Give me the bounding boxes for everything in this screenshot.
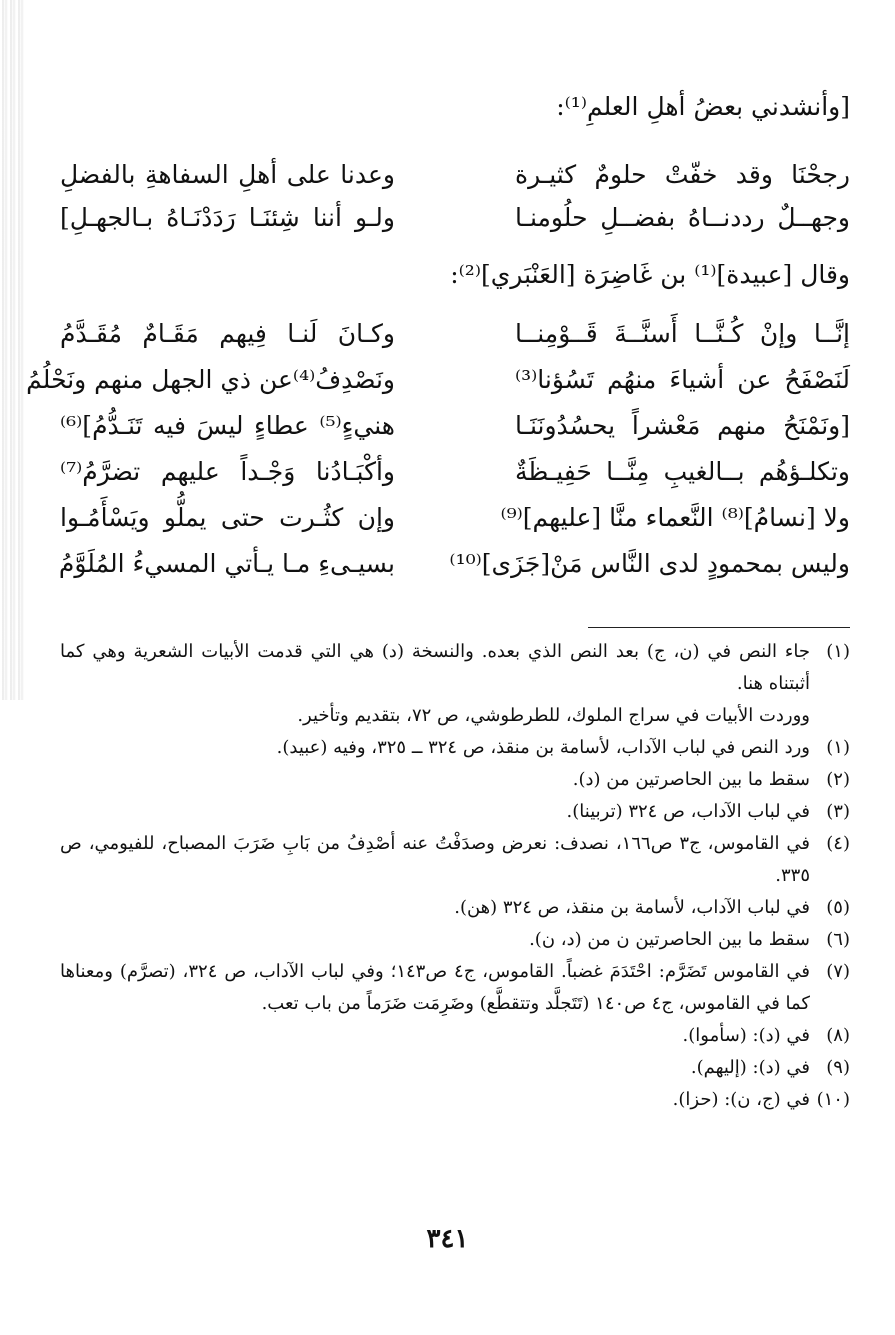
verse-second-hemistich: بسيـىءِ مـا يـأتي المسيءُ المُلَوَّمُ [58,549,395,578]
footnote [60,1084,850,1116]
binding-edge [0,0,26,700]
footnote-text: في لباب الآداب، لأسامة بن منقذ، ص ٣٢٤ (هن). [454,897,810,918]
footnote-text: جاء النص في (ن، ج) بعد النص الذي بعده. والنسخة (د) هي التي قدمت الأبيات الشعرية وهي كما أثبتناه هنا. [60,641,810,694]
book-page [26,0,850,1335]
verse-line [60,152,850,198]
footnote [60,924,850,956]
footnote-text: سقط ما بين الحاصرتين ن من (د، ن). [529,929,810,950]
verse-second-hemistich: هنيءٍ⁽⁵⁾ عطاءٍ ليسَ فيه تَنَـدُّمُ]⁽⁶⁾ [60,411,395,440]
verse-line [60,541,850,587]
footnote-number: (٤) [826,833,850,854]
footnote [60,1020,850,1052]
footnote-text: في (ج، ن): (حزا). [672,1089,810,1110]
footnote [60,732,850,764]
verse-first-hemistich: لَنَصْفَحُ عن أشياءَ منهُم تَسُؤنا⁽³⁾ [515,365,850,394]
footnote-text: في القاموس، ج٣ ص١٦٦، نصدف: نعرض وصدَفْتُ عنه أصْدِفُ من بَابِ ضَرَبَ المصباح، للفيومي، ص ٣٣٥. [60,833,811,886]
footnote-continuation: ووردت الأبيات في سراج الملوك، للطرطوشي، ص ٧٢، بتقديم وتأخير. [297,705,810,726]
footnote-number: (٣) [826,801,850,822]
verse-line [60,403,850,449]
verse-first-hemistich: وتكلـؤهُم بــالغيبِ مِنَّــا حَفِيـظَةٌ [515,457,850,486]
footnote [60,636,850,700]
verse-first-hemistich: ولا [نسامُ]⁽⁸⁾ النَّعماء منَّا [عليهم]⁽⁹⁾ [500,503,850,532]
footnote-number: (١) [826,737,850,758]
footnote-text: سقط ما بين الحاصرتين من (د). [572,769,810,790]
verse-first-hemistich: [ونَمْنَحُ منهم مَعْشراً يحسُدُونَنَـا [515,411,850,440]
footnote-number: (١٠) [816,1089,850,1110]
footnote-separator [588,627,850,628]
verse-second-hemistich: ونَصْدِفُ⁽⁴⁾عن ذي الجهل منهم ونَحْلُمُ [26,365,395,394]
footnote-number: (٩) [826,1057,850,1078]
footnote [60,1052,850,1084]
verse-line [60,195,850,241]
footnote-number: (١) [826,641,850,662]
intro-line-2: وقال [عبيدة]⁽¹⁾ بن غَاضِرَة [العَنْبَري]⁽²⁾: [450,260,850,289]
verse-first-hemistich: وليس بمحمودٍ لدى النَّاس مَنْ[جَزَى]⁽¹⁰⁾ [449,549,850,578]
verse-line [60,495,850,541]
footnote-text: في (د): (إليهم). [690,1057,810,1078]
footnote-text: ورد النص في لباب الآداب، لأسامة بن منقذ، ص ٣٢٤ ــ ٣٢٥، وفيه (عبيد). [276,737,810,758]
verse-line [60,449,850,495]
verse-first-hemistich: إنَّــا وإنْ كُـنَّــا أَسنَّــةَ قَــوْمِنــا [515,319,850,348]
verse-line [60,311,850,357]
footnote-number: (٥) [826,897,850,918]
verse-second-hemistich: وإن كثُـرت حتى يملُّو ويَسْأَمُـوا [60,503,395,532]
footnote-number: (٧) [826,961,850,982]
verse-second-hemistich: ولـو أننا شِئنَـا رَدَدْنَـاهُ بـالجهـلِ] [60,203,395,232]
footnote-text: في القاموس تَضَرَّم: احْتَدَمَ غضباً. القاموس، ج٤ ص١٤٣؛ وفي لباب الآداب، ص ٣٢٤، (تصرَّم) ومعناها كما في القاموس، ج٤ ص١٤٠ (تَتَجلَّد وتتقطَّع) وضَرِمَت ضَرَماً من باب تعب. [60,961,811,1014]
verse-second-hemistich: وكـانَ لَنـا فِيهم مَقَـامٌ مُقَـدَّمُ [60,319,395,348]
footnote [60,796,850,828]
footnote [60,828,850,892]
footnote-text: في (د): (سأموا). [682,1025,810,1046]
footnotes [60,636,850,1116]
footnote-number: (٨) [826,1025,850,1046]
verse-first-hemistich: وجهــلٌ رددنــاهُ بفضــلِ حلُومنـا [515,203,850,232]
intro-line-1: [وأنشدني بعضُ أهلِ العلمِ⁽¹⁾: [556,92,850,121]
verse-second-hemistich: وأكْبَـادُنا وَجْـداً عليهم تضرَّمُ⁽⁷⁾ [60,457,395,486]
footnote-text: في لباب الآداب، ص ٣٢٤ (تربينا). [566,801,810,822]
footnote [60,892,850,924]
footnote-number: (٢) [826,769,850,790]
footnote [60,956,850,1020]
verse-second-hemistich: وعدنا على أهلِ السفاهةِ بالفضلِ [60,160,395,189]
footnote [60,764,850,796]
footnote-number: (٦) [826,929,850,950]
page-number: ٣٤١ [426,1224,469,1254]
verse-first-hemistich: رجحْنَا وقد خفّتْ حلومٌ كثيـرة [515,160,850,189]
verse-line [26,357,850,403]
